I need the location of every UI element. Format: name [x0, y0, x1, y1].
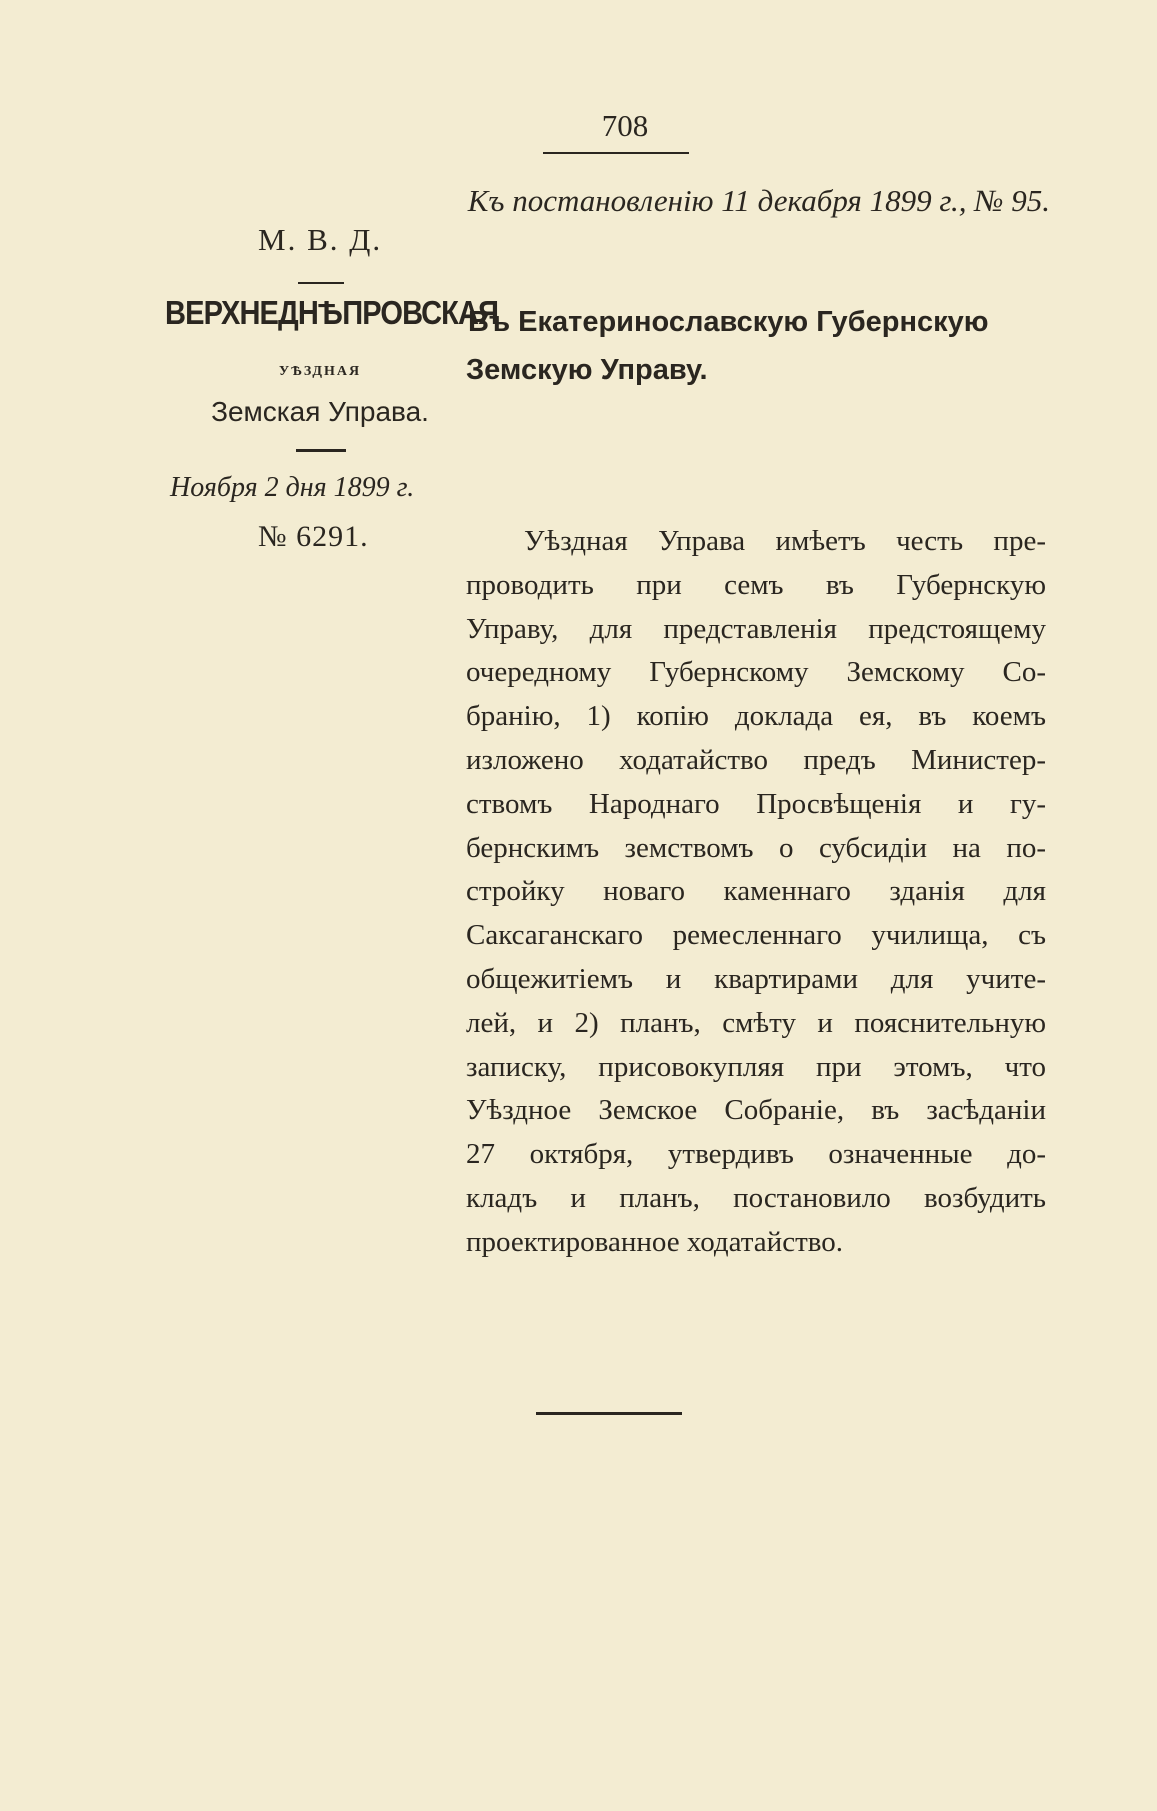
reference-line: Къ постановленію 11 декабря 1899 г., № 95.: [467, 183, 1050, 218]
ministry-label: М. В. Д.: [258, 222, 383, 257]
body-line: бернскимъ земствомъ о субсидіи на по-: [466, 831, 1046, 864]
body-line: Управу, для представленія предстоящему: [466, 612, 1046, 645]
sender-rule: [296, 449, 346, 452]
page-number-rule: [543, 152, 689, 154]
addressee: [468, 298, 1063, 394]
body-line: бранію, 1) копію доклада ея, въ коемъ: [466, 700, 1046, 733]
document-date: Ноября 2 дня 1899 г.: [170, 472, 415, 503]
body-line: проводить при семъ въ Губернскую: [466, 568, 1046, 601]
body-line: Уѣздная Управа имѣетъ честь пре-: [524, 525, 1046, 557]
addressee-line-1: Въ Екатеринославскую Губернскую: [468, 306, 989, 338]
body-line: кладъ и планъ, постановило возбудить: [466, 1181, 1046, 1214]
body-line: Уѣздное Земское Собраніе, въ засѣданіи: [466, 1094, 1046, 1127]
ministry-rule: [298, 282, 344, 284]
body-line: лей, и 2) планъ, смѣту и пояснительную: [466, 1006, 1046, 1039]
body-line: стройку новаго каменнаго зданія для: [466, 875, 1046, 908]
page-number: 708: [601, 108, 649, 143]
body-text: [466, 520, 1046, 1265]
body-line: изложено ходатайство предъ Министер-: [466, 743, 1046, 776]
document-number: № 6291.: [258, 520, 369, 553]
body-line: очередному Губернскому Земскому Со-: [466, 656, 1046, 689]
sender-name: ВЕРХНЕДНѢПРОВСКАЯ: [165, 294, 499, 331]
body-line: записку, присовокупляя при этомъ, что: [466, 1050, 1046, 1083]
addressee-line-2: Земскую Управу.: [466, 354, 708, 386]
body-line: общежитіемъ и квартирами для учите-: [466, 962, 1046, 995]
body-line: Саксаганскаго ремесленнаго училища, съ: [466, 919, 1046, 952]
end-rule: [536, 1412, 682, 1415]
body-line: 27 октября, утвердивъ означенные до-: [466, 1138, 1046, 1171]
sender-organization: Земская Управа.: [211, 396, 429, 427]
body-line: проектированное ходатайство.: [466, 1225, 843, 1258]
sender-type: УѢЗДНАЯ: [278, 364, 362, 379]
body-line: ствомъ Народнаго Просвѣщенія и гу-: [466, 787, 1046, 820]
